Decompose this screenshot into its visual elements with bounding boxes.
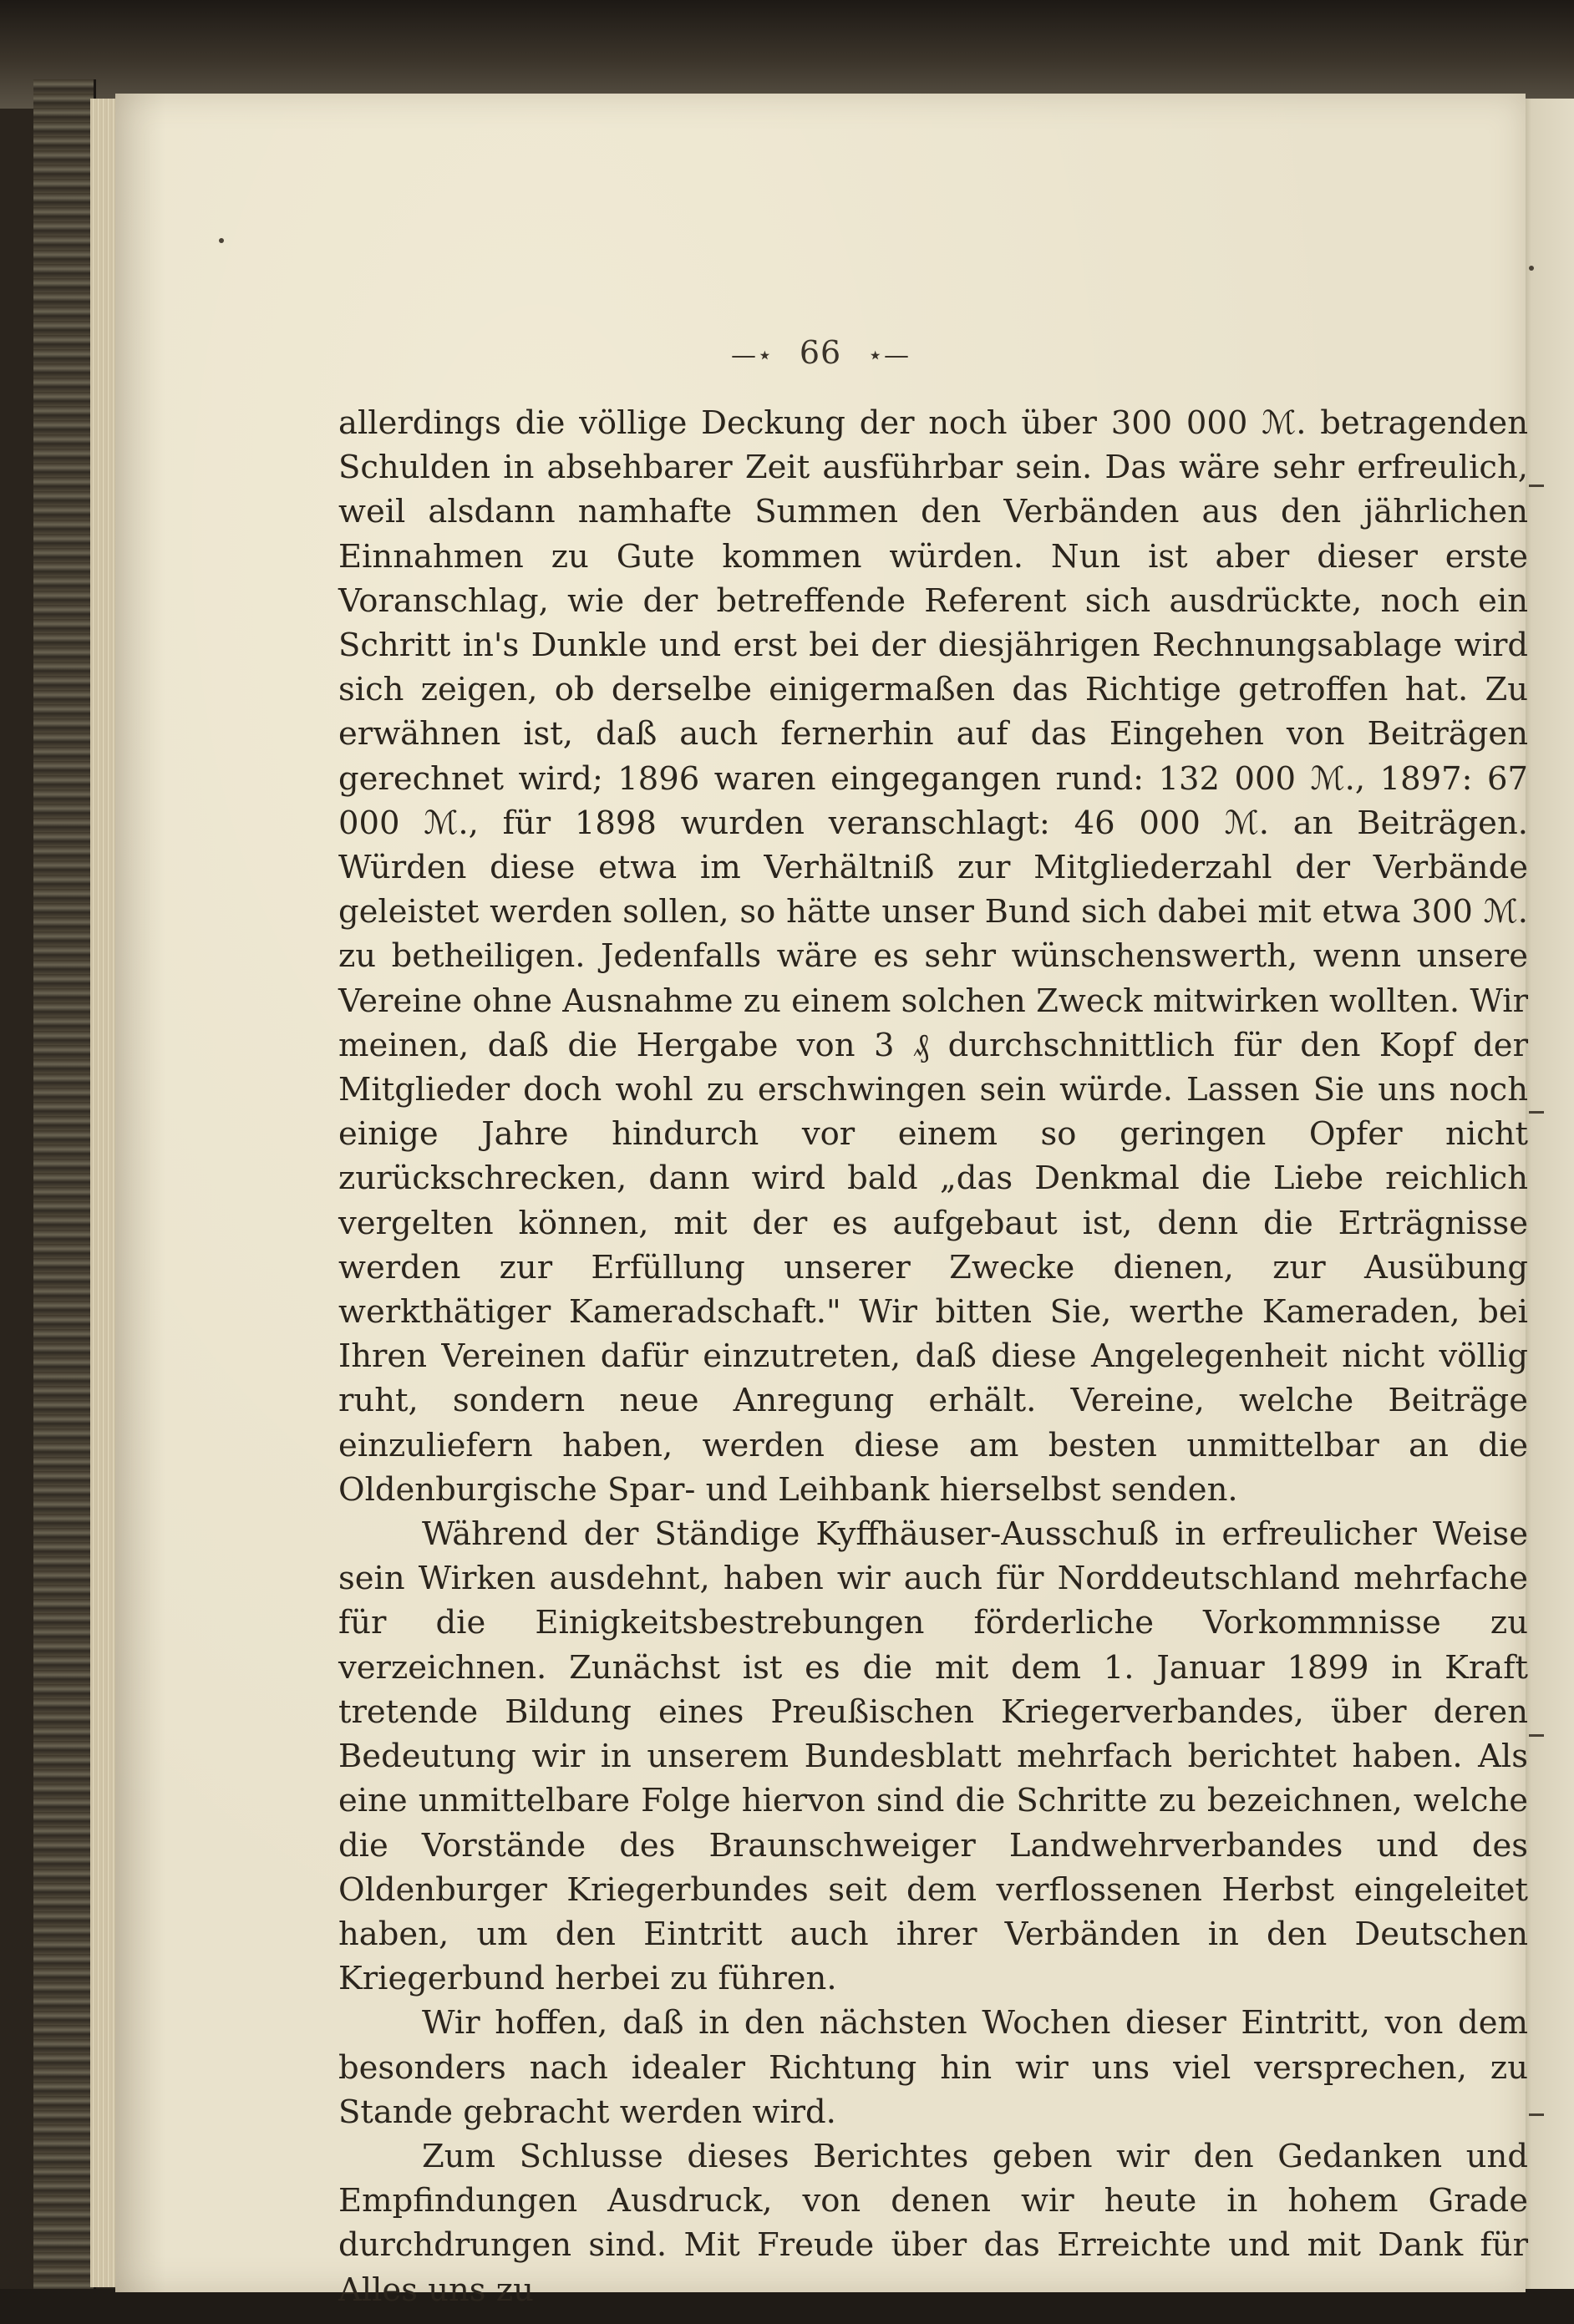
page-header xyxy=(115,334,1526,371)
paragraph-4: Zum Schlusse dieses Berichtes geben wir den Gedanken und Empfindungen Ausdruck, von denen wir heute in hohem Grade durchdrungen sind. Mit Freude über das Erreichte und mit Dank für Alles uns zu xyxy=(338,2137,1528,2309)
paragraph-1: allerdings die völlige Deckung der noch über 300 000 ℳ. betragenden Schulden in absehbarer Zeit ausführbar sein. Das wäre sehr erfreulich, weil alsdann namhafte Summen den Verbänden aus den jährlichen Einnahmen zu Gute kommen würden. Nun ist aber dieser erste Voranschlag, wie der betreffende Referent sich ausdrückte, noch ein Schritt in's Dunkle und erst bei der diesjährigen Rechnungsablage wird sich zeigen, ob derselbe einigermaßen das Richtige getroffen hat. Zu erwähnen ist, daß auch fernerhin auf das Eingehen von Beiträgen gerechnet wird; 1896 waren eingegangen rund: 132 000 ℳ., 1897: 67 000 ℳ., für 1898 wurden veranschlagt: 46 000 ℳ. an Beiträgen. Würden diese etwa im Verhältniß zur Mitgliederzahl der Verbände geleistet werden sollen, so hätte unser Bund sich dabei mit etwa 300 ℳ. zu betheiligen. Jedenfalls wäre es sehr wünschenswerth, wenn unsere Vereine ohne Ausnahme zu einem solchen Zweck mitwirken wollten. Wir meinen, daß die Hergabe von 3 ₰ durchschnittlich für den Kopf der Mitglieder doch wohl zu erschwingen sein würde. Lassen Sie uns noch einige Jahre hindurch vor einem so geringen Opfer nicht zurückschrecken, dann wird bald „das Denkmal die Liebe reichlich vergelten können, mit der es aufgebaut ist, denn die Erträgnisse werden zur Erfüllung unserer Zwecke dienen, zur Ausübung werkthätiger Kameradschaft." Wir bitten Sie, werthe Kameraden, bei Ihren Vereinen dafür einzutreten, daß diese Angelegenheit nicht völlig ruht, sondern neue Anregung erhält. Vereine, welche Beiträge einzuliefern haben, werden diese am besten unmittelbar an die Oldenburgische Spar- und Leihbank hierselbst senden. xyxy=(338,404,1528,1509)
paragraph-2: Während der Ständige Kyffhäuser-Ausschuß in erfreulicher Weise sein Wirken ausdehnt, haben wir auch für Norddeutschland mehrfache für die Einigkeitsbestrebungen förderliche Vorkommnisse zu verzeichnen. Zunächst ist es die mit dem 1. Januar 1899 in Kraft tretende Bildung eines Preußischen Kriegerverbandes, über deren Bedeutung wir in unserem Bundesblatt mehrfach berichtet haben. Als eine unmittelbare Folge hiervon sind die Schritte zu bezeichnen, welche die Vorstände des Braunschweiger Landwehrverbandes und des Oldenburger Kriegerbundes seit dem verflossenen Herbst eingeleitet haben, um den Eintritt auch ihrer Verbänden in den Deutschen Kriegerbund herbei zu führen. xyxy=(338,1515,1528,1998)
edge-mark xyxy=(1529,485,1544,487)
edge-mark xyxy=(1529,1111,1544,1114)
paragraph-3: Wir hoffen, daß in den nächsten Wochen dieser Eintritt, von dem besonders nach idealer Richtung hin wir uns viel versprechen, zu Stande gebracht werden wird. xyxy=(338,2004,1528,2131)
page-number: 66 xyxy=(799,334,842,371)
edge-mark xyxy=(1529,1734,1544,1737)
edge-mark xyxy=(1529,2113,1544,2116)
edge-dot xyxy=(219,238,224,243)
header-ornament-right: ⋆— xyxy=(867,341,911,370)
book-page xyxy=(115,94,1528,2309)
book-binding xyxy=(33,79,96,2301)
header-ornament-left: —⋆ xyxy=(730,341,774,370)
edge-dot xyxy=(1529,266,1534,271)
body-text xyxy=(338,401,1528,2312)
book-cover-top xyxy=(0,0,1574,109)
